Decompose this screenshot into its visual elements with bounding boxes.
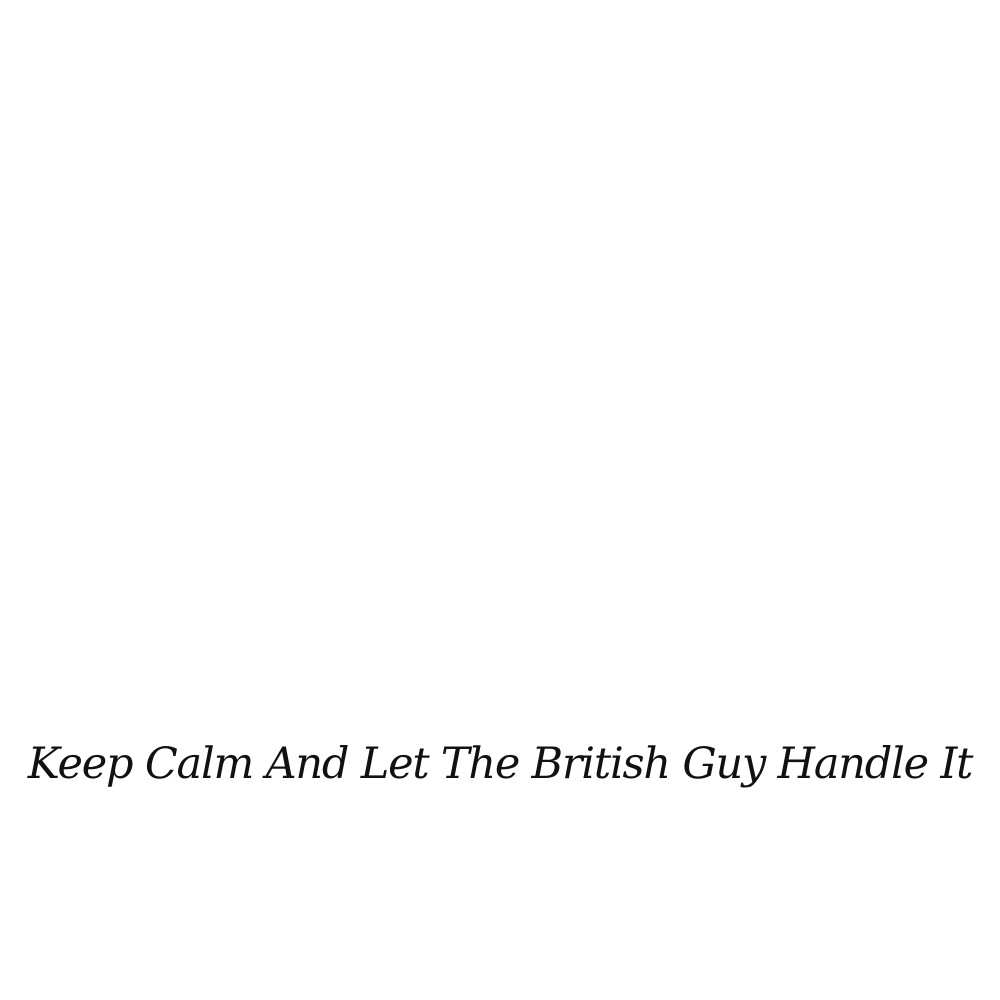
caption-text: Keep Calm And Let The British Guy Handle It: [27, 739, 973, 789]
